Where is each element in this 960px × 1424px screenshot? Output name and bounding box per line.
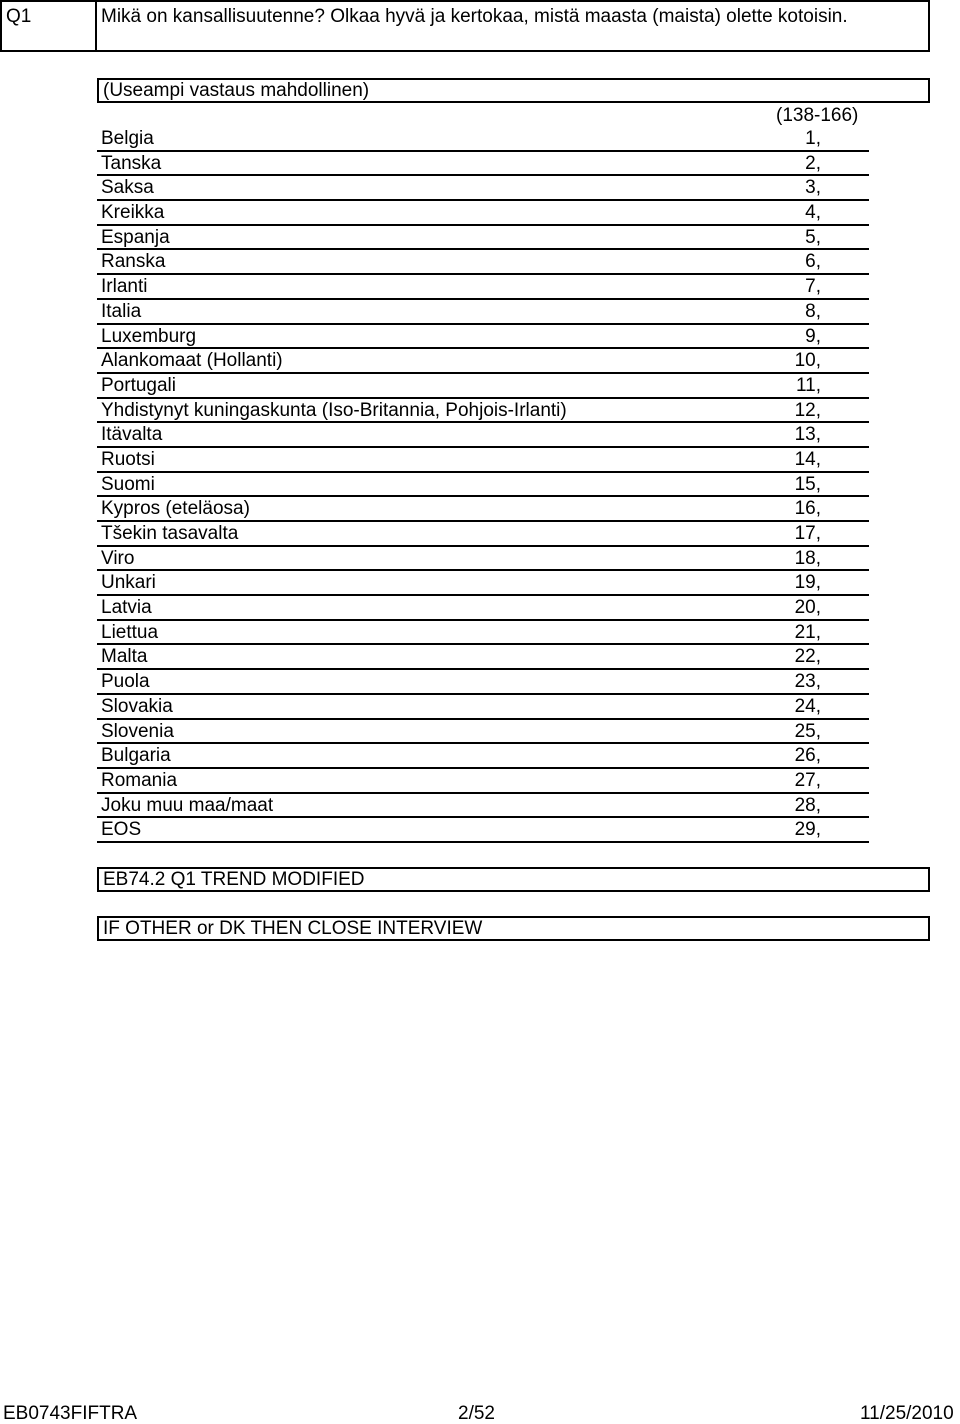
option-row xyxy=(97,250,869,275)
option-code: 4, xyxy=(773,201,869,226)
question-id: Q1 xyxy=(6,6,32,27)
instruction-text: (Useampi vastaus mahdollinen) xyxy=(103,80,370,101)
option-label: Romania xyxy=(97,769,773,794)
option-label: Slovakia xyxy=(97,695,773,720)
option-code: 20, xyxy=(773,596,869,621)
option-code: 10, xyxy=(773,349,869,374)
option-row xyxy=(97,571,869,596)
option-row xyxy=(97,744,869,769)
option-label: Tanska xyxy=(97,152,773,177)
option-row xyxy=(97,152,869,177)
option-row xyxy=(97,300,869,325)
filter-note-box xyxy=(97,916,930,941)
option-label: Latvia xyxy=(97,596,773,621)
option-code: 7, xyxy=(773,275,869,300)
option-code: 14, xyxy=(773,448,869,473)
filter-note: IF OTHER or DK THEN CLOSE INTERVIEW xyxy=(103,918,483,939)
option-code: 22, xyxy=(773,645,869,670)
option-row xyxy=(97,794,869,819)
answer-options-list xyxy=(97,127,869,843)
question-text: Mikä on kansallisuutenne? Olkaa hyvä ja kertokaa, mistä maasta (maista) olette kotoisin. xyxy=(101,6,848,27)
option-label: Italia xyxy=(97,300,773,325)
option-code: 17, xyxy=(773,522,869,547)
option-row xyxy=(97,423,869,448)
option-label: Malta xyxy=(97,645,773,670)
option-code: 11, xyxy=(773,374,869,399)
option-code: 28, xyxy=(773,794,869,819)
option-code: 2, xyxy=(773,152,869,177)
option-code: 21, xyxy=(773,621,869,646)
option-row xyxy=(97,621,869,646)
code-range: (138-166) xyxy=(776,105,859,126)
option-row xyxy=(97,645,869,670)
option-code: 27, xyxy=(773,769,869,794)
option-label: Tšekin tasavalta xyxy=(97,522,773,547)
option-row xyxy=(97,349,869,374)
option-code: 6, xyxy=(773,250,869,275)
option-row xyxy=(97,670,869,695)
option-label: Portugali xyxy=(97,374,773,399)
option-label: Kypros (eteläosa) xyxy=(97,497,773,522)
option-row xyxy=(97,522,869,547)
option-code: 9, xyxy=(773,325,869,350)
option-label: Bulgaria xyxy=(97,744,773,769)
option-code: 13, xyxy=(773,423,869,448)
option-label: EOS xyxy=(97,818,773,843)
option-row xyxy=(97,448,869,473)
option-code: 15, xyxy=(773,473,869,498)
option-label: Ranska xyxy=(97,250,773,275)
trend-note: EB74.2 Q1 TREND MODIFIED xyxy=(103,869,365,890)
option-row xyxy=(97,596,869,621)
option-code: 23, xyxy=(773,670,869,695)
option-label: Unkari xyxy=(97,571,773,596)
option-label: Ruotsi xyxy=(97,448,773,473)
option-row xyxy=(97,818,869,843)
option-label: Espanja xyxy=(97,226,773,251)
option-code: 8, xyxy=(773,300,869,325)
footer-page-number: 2/52 xyxy=(458,1403,495,1424)
option-code: 25, xyxy=(773,720,869,745)
option-label: Itävalta xyxy=(97,423,773,448)
option-label: Puola xyxy=(97,670,773,695)
option-label: Yhdistynyt kuningaskunta (Iso-Britannia, Pohjois-Irlanti) xyxy=(97,399,773,424)
option-row xyxy=(97,176,869,201)
option-code: 29, xyxy=(773,818,869,843)
option-label: Belgia xyxy=(97,127,773,152)
option-row xyxy=(97,275,869,300)
option-label: Suomi xyxy=(97,473,773,498)
option-row xyxy=(97,769,869,794)
option-label: Saksa xyxy=(97,176,773,201)
option-label: Joku muu maa/maat xyxy=(97,794,773,819)
option-label: Slovenia xyxy=(97,720,773,745)
option-label: Irlanti xyxy=(97,275,773,300)
option-code: 18, xyxy=(773,547,869,572)
option-code: 12, xyxy=(773,399,869,424)
option-code: 26, xyxy=(773,744,869,769)
instruction-box xyxy=(97,78,930,103)
option-row xyxy=(97,473,869,498)
option-row xyxy=(97,497,869,522)
option-row xyxy=(97,695,869,720)
footer-doc-code: EB0743FIFTRA xyxy=(3,1403,138,1424)
option-row xyxy=(97,547,869,572)
option-label: Kreikka xyxy=(97,201,773,226)
option-label: Alankomaat (Hollanti) xyxy=(97,349,773,374)
option-code: 3, xyxy=(773,176,869,201)
option-label: Luxemburg xyxy=(97,325,773,350)
option-code: 24, xyxy=(773,695,869,720)
option-code: 1, xyxy=(773,127,869,152)
option-row xyxy=(97,201,869,226)
option-row xyxy=(97,325,869,350)
option-row xyxy=(97,127,869,152)
trend-note-box xyxy=(97,867,930,892)
footer-date: 11/25/2010 xyxy=(860,1403,954,1424)
option-row xyxy=(97,399,869,424)
option-code: 19, xyxy=(773,571,869,596)
option-label: Liettua xyxy=(97,621,773,646)
option-row xyxy=(97,374,869,399)
option-code: 16, xyxy=(773,497,869,522)
option-row xyxy=(97,226,869,251)
option-row xyxy=(97,720,869,745)
option-code: 5, xyxy=(773,226,869,251)
option-label: Viro xyxy=(97,547,773,572)
